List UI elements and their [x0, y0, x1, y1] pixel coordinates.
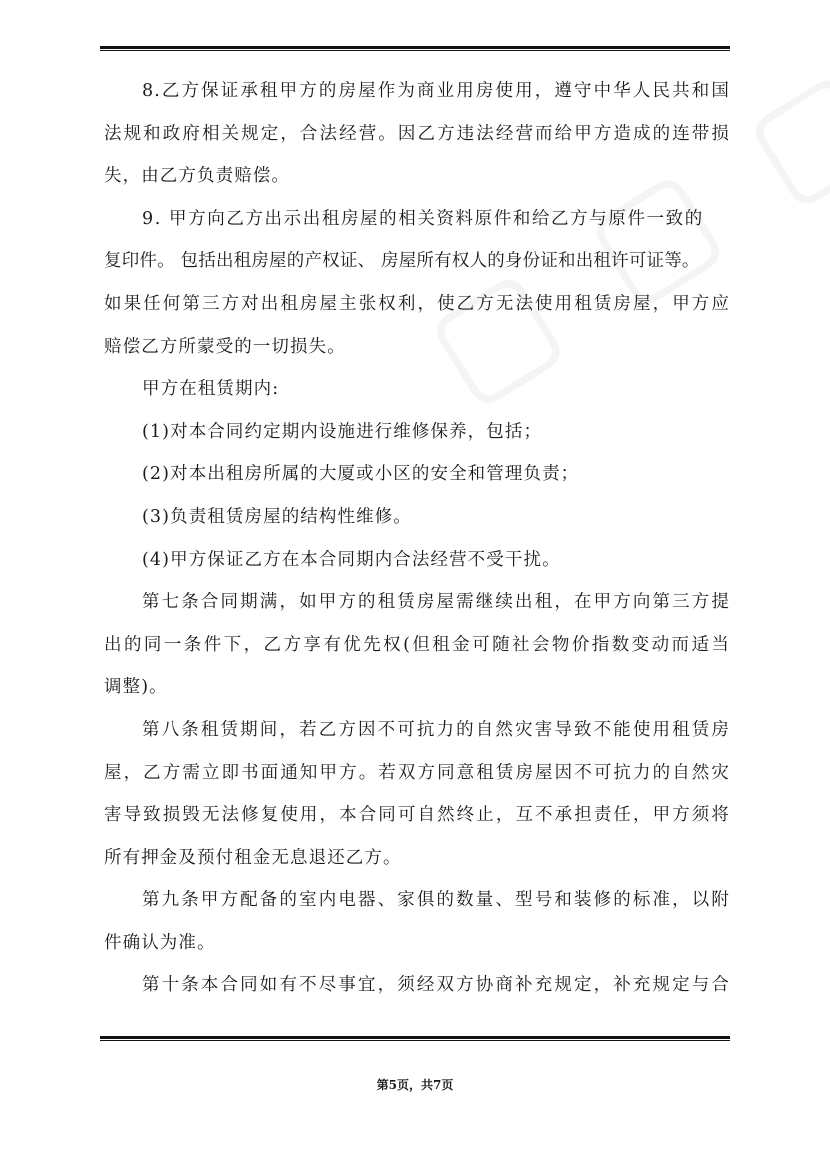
article-10-line-1: 第十条本合同如有不尽事宜，须经双方协商补充规定，补充规定与合	[142, 975, 730, 996]
article-9-line-1: 第九条甲方配备的室内电器、家俱的数量、型号和装修的标准，以附	[142, 890, 730, 911]
paragraph-1-line-2: 法规和政府相关规定，合法经营。因乙方违法经营而给甲方造成的连带损	[104, 123, 730, 144]
article-8-line-3: 害导致损毁无法修复使用，本合同可自然终止，互不承担责任，甲方须将	[104, 805, 730, 826]
footer-rule	[100, 1036, 730, 1041]
paragraph-4-line-1: (1)对本合同约定期内设施进行维修保养，包括；	[142, 421, 543, 442]
article-7-line-3: 调整)。	[104, 677, 168, 698]
paragraph-2-line-4: 赔偿乙方所蒙受的一切损失。	[104, 336, 346, 357]
paragraph-6-line-1: (3)负责租赁房屋的结构性维修。	[142, 506, 412, 527]
paragraph-1-line-1: 8.乙方保证承租甲方的房屋作为商业用房使用，遵守中华人民共和国	[142, 81, 730, 101]
article-9-line-2: 件确认为准。	[104, 932, 216, 953]
paragraph-2-line-1: 9. 甲方向乙方出示出租房屋的相关资料原件和给乙方与原件一致的	[142, 208, 704, 229]
article-7-line-2: 出的同一条件下，乙方享有优先权(但租金可随社会物价指数变动而适当	[104, 634, 730, 655]
paragraph-5-line-1: (2)对本出租房所属的大厦或小区的安全和管理负责；	[142, 464, 580, 485]
page-number: 第5页，共7页	[376, 1078, 454, 1092]
document-body	[104, 70, 730, 1007]
article-8-line-1: 第八条租赁期间，若乙方因不可抗力的自然灾害导致不能使用租赁房	[142, 719, 730, 740]
paragraph-3-line-1: 甲方在租赁期内:	[142, 379, 280, 400]
article-8-line-4: 所有押金及预付租金无息退还乙方。	[104, 847, 402, 868]
paragraph-2-line-2: 复印件。 包括出租房屋的产权证、 房屋所有权人的身份证和出租许可证等。	[104, 251, 700, 272]
paragraph-1-line-3: 失，由乙方负责赔偿。	[104, 166, 290, 187]
paragraph-2-line-3: 如果任何第三方对出租房屋主张权利，使乙方无法使用租赁房屋，甲方应	[104, 293, 730, 314]
header-rule	[100, 46, 730, 51]
paragraph-7-line-1: (4)甲方保证乙方在本合同期内合法经营不受干扰。	[142, 549, 561, 570]
article-8-line-2: 屋，乙方需立即书面通知甲方。若双方同意租赁房屋因不可抗力的自然灾	[104, 762, 730, 783]
article-7-line-1: 第七条合同期满，如甲方的租赁房屋需继续出租，在甲方向第三方提	[142, 592, 730, 613]
